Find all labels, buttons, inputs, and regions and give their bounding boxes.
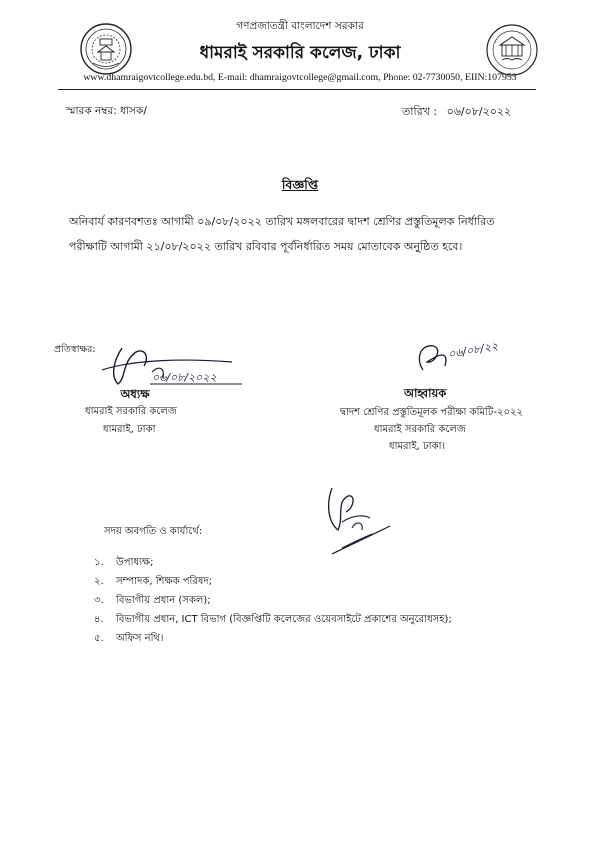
government-line: গণপ্রজাতন্ত্রী বাংলাদেশ সরকার (236, 20, 364, 32)
principal-college: ধামরাই সরকারি কলেজ (85, 406, 177, 417)
list-item-number: ১. (94, 557, 104, 568)
principal-location: ধামরাই, ঢাকা (103, 424, 156, 435)
distribution-heading: সদয় অবগতি ও কার্যার্থে: (104, 526, 203, 537)
date-line (402, 103, 511, 122)
receipt-signature-icon (318, 478, 398, 560)
list-item-number: ২. (94, 576, 104, 587)
college-emblem-logo-icon (485, 23, 539, 77)
principal-signature-icon (92, 340, 267, 392)
notice-title: বিজ্ঞপ্তি (281, 177, 319, 192)
convener-location: ধামরাই, ঢাকা। (389, 441, 446, 452)
header-divider (58, 89, 536, 90)
list-item (94, 612, 452, 631)
list-item (94, 555, 452, 574)
principal-block (80, 386, 190, 405)
notice-body (69, 209, 539, 259)
notice-title-row (0, 174, 600, 197)
convener-handwritten-date: ০৬/০৮/২২ (447, 339, 500, 361)
principal-handwritten-date: ০৬/০৮/২০২২ (152, 371, 217, 384)
convener-signature-icon (405, 330, 535, 378)
memo-number: স্মারক নম্বর: ধাসক/ (66, 105, 147, 117)
notice-line-1: অনিবার্য কারণবশতঃ আগামী ০৯/০৮/২০২২ তারিখ মঙ্গলবারের দ্বাদশ শ্রেণির প্রস্তুতিমূলক নির্ধারিত (69, 215, 495, 228)
countersign-label: প্রতিস্বাক্ষর: (54, 344, 96, 355)
notice-line-2: পরীক্ষাটি আগামী ২১/০৮/২০২২ তারিখ রবিবার পূর্বনির্ধারিত সময় মোতাবেক অনুষ্ঠিত হবে। (69, 240, 463, 253)
convener-committee: দ্বাদশ শ্রেণির প্রস্তুতিমূলক পরীক্ষা কমিটি-২০২২ (340, 407, 523, 418)
convener-college: ধামরাই সরকারি কলেজ (374, 424, 466, 435)
list-item-text: অফিস নথি। (116, 633, 164, 644)
list-item-text: বিভাগীয় প্রধান (সকল); (116, 595, 211, 606)
list-item (94, 593, 452, 612)
date-value: ০৬/০৮/২০২২ (446, 105, 512, 118)
list-item-number: ৪. (94, 614, 104, 625)
list-item-number: ৫. (94, 633, 104, 644)
principal-title: অধ্যক্ষ (120, 387, 150, 401)
college-name: ধামরাই সরকারি কলেজ, ঢাকা (199, 43, 401, 63)
list-item-text: উপাধ্যক্ষ; (116, 557, 154, 568)
list-item (94, 631, 452, 650)
date-label: তারিখ : (402, 105, 438, 118)
list-item-number: ৩. (94, 595, 104, 606)
convener-title: আহ্বায়ক (404, 386, 447, 400)
list-item (94, 574, 452, 593)
college-seal-logo-icon (79, 22, 133, 76)
list-item-text: বিভাগীয় প্রধান, ICT বিভাগ (বিজ্ঞপ্তিটি কলেজের ওয়েবসাইটে প্রকাশের অনুরোধসহ); (116, 614, 452, 625)
contact-line: www.dhamraigovtcollege.edu.bd, E-mail: dhamraigovtcollege@gmail.com, Phone: 02-7730050, EIIN:107953 (83, 72, 517, 83)
distribution-list (94, 555, 452, 650)
list-item-text: সম্পাদক, শিক্ষক পরিষদ; (116, 576, 213, 587)
